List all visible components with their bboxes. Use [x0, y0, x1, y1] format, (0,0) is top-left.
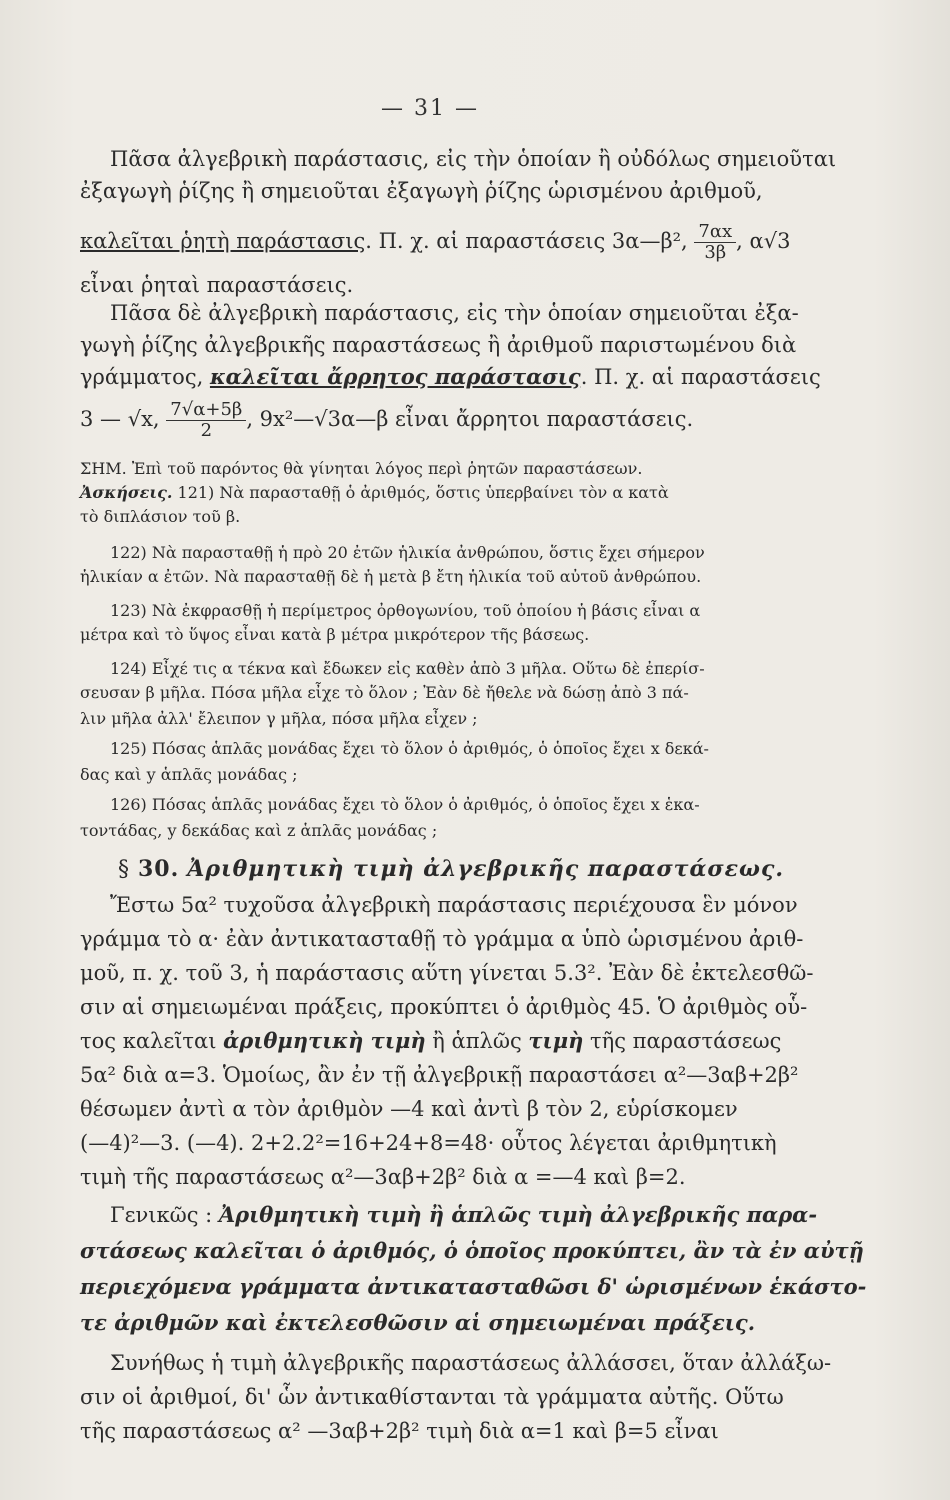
para3-line5: τος καλεῖται ἀριθμητικὴ τιμὴ ἢ ἁπλῶς τιμὴ τῆς παραστάσεως	[80, 1028, 782, 1053]
para1-line4: εἶναι ῥηταὶ παραστάσεις.	[80, 273, 354, 297]
section-title: Ἀριθμητικὴ τιμὴ ἀλγεβρικῆς παραστάσεως.	[187, 856, 785, 882]
para3-line6: 5α² διὰ α=3. Ὁμοίως, ἂν ἐν τῇ ἀλγεβρικῇ παραστάσει α²—3αβ+2β²	[80, 1063, 799, 1087]
exercise-124-line2: σευσαν β μῆλα. Πόσα μῆλα εἶχε τὸ ὅλον ; Ἐὰν δὲ ἤθελε νὰ δώσῃ ἀπὸ 3 πά-	[80, 683, 689, 702]
para1-line1: Πᾶσα ἀλγεβρικὴ παράστασις, εἰς τὴν ὁποίαν ἢ οὐδόλως σημειοῦται	[110, 147, 837, 171]
section-mark: §	[118, 857, 130, 882]
para3-line9: τιμὴ τῆς παραστάσεως α²—3αβ+2β² διὰ α =—4 καὶ β=2.	[80, 1165, 686, 1189]
para2-line3: γράμματος, καλεῖται ἄρρητος παράστασις. Π. χ. αἱ παραστάσεις	[80, 364, 821, 389]
exercise-124-line3: λιν μῆλα ἀλλ' ἔλειπον γ μῆλα, πόσα μῆλα εἶχεν ;	[80, 709, 478, 728]
para4-line1: Γενικῶς : Ἀριθμητικὴ τιμὴ ἢ ἁπλῶς τιμὴ ἀλγεβρικῆς παρα-	[110, 1202, 818, 1227]
term-value: τιμὴ	[528, 1028, 584, 1053]
para5-line3: τῆς παραστάσεως α² —3αβ+2β² τιμὴ διὰ α=1 καὶ β=5 εἶναι	[80, 1419, 719, 1443]
para3-line8: (—4)²—3. (—4). 2+2.2²=16+24+8=48· οὗτος λέγεται ἀριθμητικὴ	[80, 1131, 777, 1155]
section-number: 30.	[138, 856, 180, 882]
para3-line2: γράμμα τὸ α· ἐὰν ἀντικατασταθῇ τὸ γράμμα α ὑπὸ ὡρισμένου ἀριθ-	[80, 927, 804, 951]
term-arithmetic-value: ἀριθμητικὴ τιμὴ	[223, 1028, 426, 1053]
para3-line3: μοῦ, π. χ. τοῦ 3, ἡ παράστασις αὕτη γίνεται 5.3². Ἐὰν δὲ ἐκτελεσθῶ-	[80, 961, 814, 985]
para2-line2: γωγὴ ῥίζης ἀλγεβρικῆς παραστάσεως ἢ ἀριθμοῦ παριστωμένου διὰ	[80, 333, 797, 357]
fraction-root-over-2: $\frac{7√\alpha+5\beta}{2}$	[166, 400, 246, 441]
exercise-126-line1: 126) Πόσας ἁπλᾶς μονάδας ἔχει τὸ ὅλον ὁ ἀριθμός, ὁ ὁποῖος ἔχει x ἑκα-	[110, 795, 700, 814]
exercise-124-line1: 124) Εἶχέ τις α τέκνα καὶ ἔδωκεν εἰς καθὲν ἀπὸ 3 μῆλα. Οὕτω δὲ ἐπερίσ-	[110, 659, 705, 678]
para4-line4: τε ἀριθμῶν καὶ ἐκτελεσθῶσιν αἱ σημειωμέναι πράξεις.	[80, 1310, 756, 1335]
para1-line2: ἐξαγωγὴ ῥίζης ἢ σημειοῦται ἐξαγωγὴ ῥίζης ὡρισμένου ἀριθμοῦ,	[80, 179, 763, 203]
para1-line3-mid: . Π. χ. αἱ παραστάσεις 3α—β²,	[365, 229, 695, 253]
para5-line1: Συνήθως ἡ τιμὴ ἀλγεβρικῆς παραστάσεως ἀλλάσσει, ὅταν ἀλλάξω-	[110, 1351, 832, 1375]
para5-line2: σιν οἱ ἀριθμοί, δι' ὧν ἀντικαθίστανται τὰ γράμματα αὐτῆς. Οὕτω	[80, 1385, 784, 1409]
para2-line1: Πᾶσα δὲ ἀλγεβρικὴ παράστασις, εἰς τὴν ὁποίαν σημειοῦται ἐξα-	[110, 301, 799, 325]
para3-line1: Ἔστω 5α² τυχοῦσα ἀλγεβρικὴ παράστασις περιέχουσα ἓν μόνον	[110, 893, 798, 917]
exercises-label: Ἀσκήσεις.	[80, 483, 173, 502]
exercise-126-line2: τοντάδας, y δεκάδας καὶ z ἁπλᾶς μονάδας ;	[80, 821, 438, 840]
exercise-125-line2: δας καὶ y ἁπλᾶς μονάδας ;	[80, 765, 298, 784]
exercise-125-line1: 125) Πόσας ἁπλᾶς μονάδας ἔχει τὸ ὅλον ὁ ἀριθμός, ὁ ὁποῖος ἔχει x δεκά-	[110, 739, 709, 758]
page-number: — 31 —	[381, 96, 479, 121]
para2-line4: 3 — √x, $\frac{7√\alpha+5\beta}{2}$ , 9x²—√3α—β εἶναι ἄρρητοι παραστάσεις.	[80, 399, 694, 441]
section-heading	[118, 856, 818, 883]
note-line: ΣΗΜ. Ἐπὶ τοῦ παρόντος θὰ γίνηται λόγος περὶ ῥητῶν παραστάσεων.	[80, 459, 643, 478]
para4-line2: στάσεως καλεῖται ὁ ἀριθμός, ὁ ὁποῖος προκύπτει, ἂν τὰ ἐν αὐτῇ	[80, 1238, 864, 1263]
exercise-121-line1: Ἀσκήσεις. 121) Νὰ παρασταθῇ ὁ ἀριθμός, ὅστις ὑπερβαίνει τὸν α κατὰ	[80, 483, 669, 502]
exercise-122-line2: ἡλικίαν α ἐτῶν. Νὰ παρασταθῇ δὲ ἡ μετὰ β ἔτη ἡλικία τοῦ αὐτοῦ ἀνθρώπου.	[80, 567, 702, 586]
exercise-123-line2: μέτρα καὶ τὸ ὕψος εἶναι κατὰ β μέτρα μικρότερον τῆς βάσεως.	[80, 625, 590, 644]
exercise-122-line1: 122) Νὰ παρασταθῇ ἡ πρὸ 20 ἐτῶν ἡλικία ἀνθρώπου, ὅστις ἔχει σήμερον	[110, 543, 705, 562]
fraction-7ax-3b: $\frac{7\alpha x}{3\beta}$	[694, 222, 736, 263]
para3-line7: θέσωμεν ἀντὶ α τὸν ἀριθμὸν —4 καὶ ἀντὶ β τὸν 2, εὑρίσκομεν	[80, 1097, 738, 1121]
exercise-121-line2: τὸ διπλάσιον τοῦ β.	[80, 507, 241, 526]
para4-line3: περιεχόμενα γράμματα ἀντικατασταθῶσι δ' ὡρισμένων ἑκάστο-	[80, 1274, 867, 1299]
exercise-123-line1: 123) Νὰ ἐκφρασθῇ ἡ περίμετρος ὀρθογωνίου, τοῦ ὁποίου ἡ βάσις εἶναι α	[110, 601, 701, 620]
defined-term-rational: καλεῖται ῥητὴ παράστασις	[80, 229, 366, 253]
para3-line4: σιν αἱ σημειωμέναι πράξεις, προκύπτει ὁ ἀριθμὸς 45. Ὁ ἀριθμὸς οὗ-	[80, 995, 808, 1019]
para1-line3-end: , α√3	[736, 229, 791, 253]
note-label: ΣΗΜ.	[80, 459, 127, 478]
defined-term-irrational: καλεῖται ἄρρητος παράστασις	[209, 364, 581, 389]
para1-line3	[80, 222, 820, 263]
